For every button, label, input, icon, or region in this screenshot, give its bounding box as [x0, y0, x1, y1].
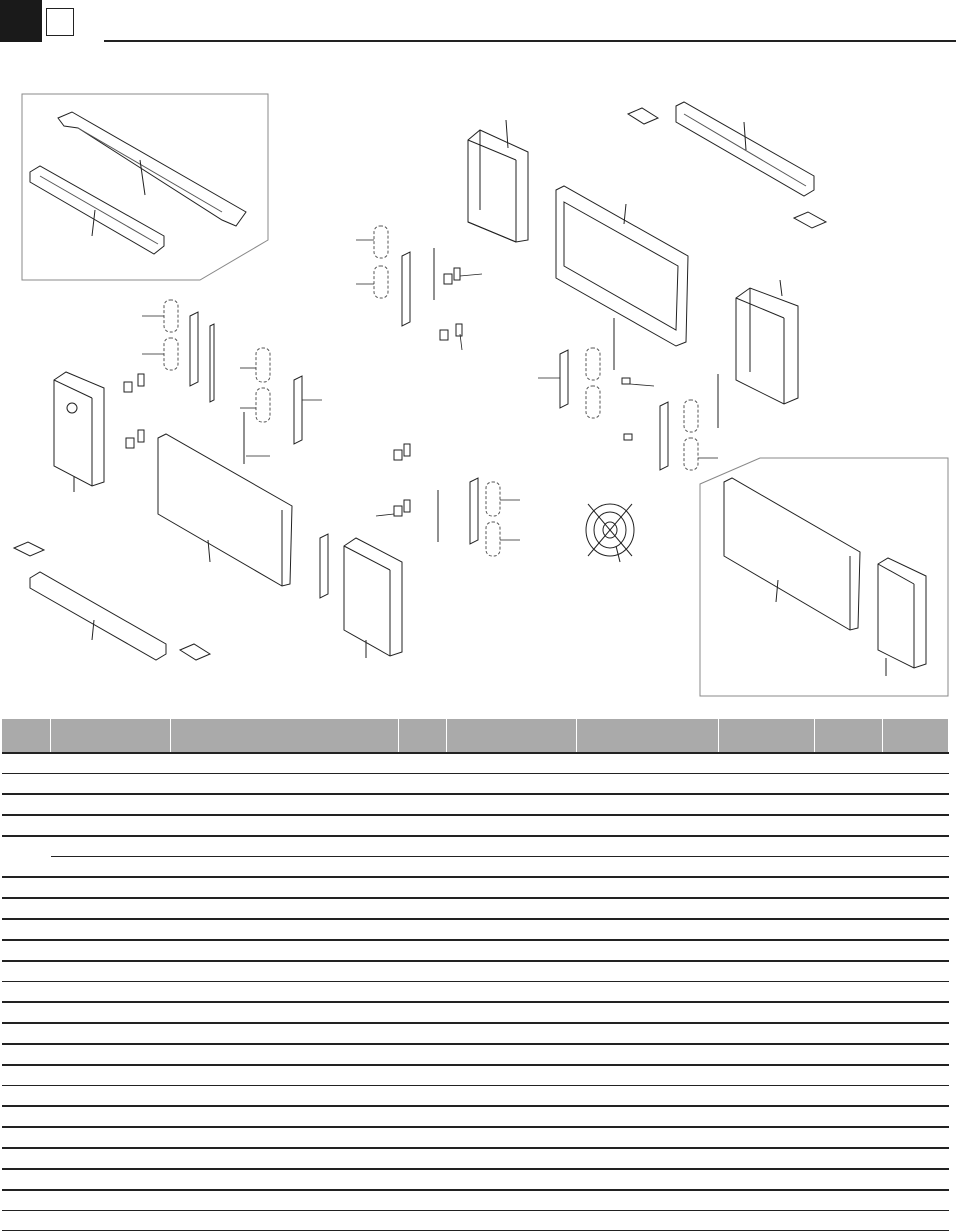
table-cell: [814, 753, 882, 774]
table-cell: [718, 898, 814, 919]
table-cell: [814, 836, 882, 857]
table-cell: [398, 794, 446, 815]
table-cell: [2, 1127, 50, 1148]
table-cell: [882, 1211, 948, 1231]
table-row: [2, 1106, 948, 1127]
table-row: [2, 940, 948, 961]
table-row: [2, 961, 948, 982]
table-cell: [814, 1211, 882, 1231]
table-cell: [170, 815, 398, 836]
table-cell: [718, 774, 814, 795]
table-cell: [814, 1086, 882, 1107]
table-cell: [814, 1127, 882, 1148]
table-cell: [576, 1211, 718, 1231]
table-cell: [446, 753, 576, 774]
table-cell: [576, 898, 718, 919]
table-cell: [2, 877, 50, 898]
table-cell: [718, 1211, 814, 1231]
table-cell: [50, 1023, 170, 1044]
table-cell: [576, 1023, 718, 1044]
table-cell: [718, 815, 814, 836]
column-header: [170, 719, 398, 753]
table-cell: [2, 794, 50, 815]
table-cell: [576, 753, 718, 774]
table-cell: [576, 794, 718, 815]
table-cell: [50, 940, 170, 961]
table-cell: [718, 1044, 814, 1065]
side-box-part: [736, 280, 798, 404]
table-cell: [2, 1044, 50, 1065]
table-cell: [170, 961, 398, 982]
table-cell: [2, 815, 50, 836]
table-cell: [2, 1211, 50, 1231]
table-cell: [814, 1065, 882, 1086]
panel-part: [158, 434, 292, 586]
table-cell: [718, 1065, 814, 1086]
table-cell: [576, 1065, 718, 1086]
table-cell: [576, 961, 718, 982]
table-cell: [718, 940, 814, 961]
table-cell: [170, 898, 398, 919]
fan-guard-part: [586, 504, 634, 562]
table-cell: [446, 898, 576, 919]
table-cell: [718, 877, 814, 898]
table-cell: [882, 836, 948, 857]
table-row: [2, 753, 948, 774]
table-row: [2, 898, 948, 919]
table-cell: [814, 774, 882, 795]
table-cell: [50, 1002, 170, 1023]
table-cell: [718, 1169, 814, 1190]
table-cell: [2, 1148, 50, 1169]
column-header: [398, 719, 446, 753]
table-row: [2, 919, 948, 940]
table-cell: [576, 774, 718, 795]
table-cell: [446, 1127, 576, 1148]
table-cell: [50, 1169, 170, 1190]
table-cell: [50, 1148, 170, 1169]
table-cell: [718, 1148, 814, 1169]
table-cell: [446, 877, 576, 898]
table-row: [2, 1044, 948, 1065]
table-cell: [882, 919, 948, 940]
column-header: [882, 719, 948, 753]
table-cell: [398, 940, 446, 961]
table-cell: [2, 1023, 50, 1044]
table-cell: [814, 1169, 882, 1190]
table-cell: [576, 1002, 718, 1023]
table-cell: [170, 1023, 398, 1044]
table-cell: [398, 774, 446, 795]
plate-part: [628, 108, 658, 124]
table-cell: [2, 836, 50, 857]
table-cell: [882, 1044, 948, 1065]
table-cell: [2, 940, 50, 961]
table-cell: [170, 774, 398, 795]
section-marker-block: [0, 0, 42, 42]
table-cell: [882, 774, 948, 795]
table-cell: [398, 1106, 446, 1127]
section-number-box: [46, 8, 74, 36]
table-cell: [446, 857, 576, 878]
table-cell: [398, 898, 446, 919]
table-cell: [446, 774, 576, 795]
table-cell: [882, 898, 948, 919]
table-cell: [814, 1023, 882, 1044]
table-cell: [398, 1148, 446, 1169]
table-row: [2, 1065, 948, 1086]
table-cell: [814, 815, 882, 836]
table-cell: [398, 836, 446, 857]
table-cell: [398, 1086, 446, 1107]
table-cell: [576, 1148, 718, 1169]
table-cell: [398, 1169, 446, 1190]
table-cell: [398, 753, 446, 774]
table-cell: [170, 1169, 398, 1190]
table-cell: [576, 940, 718, 961]
table-row: [2, 1190, 948, 1211]
table-cell: [2, 898, 50, 919]
table-cell: [50, 836, 170, 857]
table-cell: [814, 961, 882, 982]
table-cell: [398, 982, 446, 1003]
table-cell: [398, 857, 446, 878]
table-row: [2, 815, 948, 836]
column-header: [50, 719, 170, 753]
table-row: [2, 857, 948, 878]
table-cell: [446, 940, 576, 961]
table-cell: [446, 1086, 576, 1107]
table-cell: [814, 857, 882, 878]
table-cell: [576, 815, 718, 836]
table-cell: [446, 1065, 576, 1086]
table-cell: [50, 982, 170, 1003]
channel-rail-part: [30, 166, 164, 254]
table-cell: [882, 1169, 948, 1190]
table-cell: [446, 982, 576, 1003]
table-cell: [398, 1127, 446, 1148]
table-cell: [50, 1211, 170, 1231]
table-cell: [170, 836, 398, 857]
table-row: [2, 877, 948, 898]
table-cell: [718, 919, 814, 940]
column-header: [576, 719, 718, 753]
table-cell: [398, 961, 446, 982]
panel-part: [724, 478, 860, 630]
table-cell: [170, 753, 398, 774]
table-cell: [814, 877, 882, 898]
plate-part: [14, 542, 44, 556]
table-cell: [50, 815, 170, 836]
table-cell: [446, 794, 576, 815]
table-cell: [718, 857, 814, 878]
table-cell: [170, 1190, 398, 1211]
table-body: [2, 753, 948, 1231]
table-cell: [2, 1106, 50, 1127]
column-header: [814, 719, 882, 753]
table-cell: [882, 1023, 948, 1044]
table-cell: [576, 982, 718, 1003]
table-cell: [50, 877, 170, 898]
side-box-part: [468, 120, 528, 242]
table-cell: [170, 1065, 398, 1086]
table-cell: [398, 1190, 446, 1211]
table-cell: [718, 753, 814, 774]
table-cell: [576, 1169, 718, 1190]
table-cell: [50, 857, 170, 878]
table-cell: [718, 1190, 814, 1211]
table-cell: [2, 1065, 50, 1086]
table-cell: [718, 1086, 814, 1107]
table-cell: [2, 961, 50, 982]
table-cell: [718, 1002, 814, 1023]
table-cell: [2, 919, 50, 940]
table-cell: [814, 1106, 882, 1127]
table-cell: [2, 753, 50, 774]
table-cell: [446, 1044, 576, 1065]
frame-panel-part: [556, 186, 688, 346]
table-cell: [718, 961, 814, 982]
table-cell: [170, 940, 398, 961]
table-cell: [882, 753, 948, 774]
table-cell: [50, 898, 170, 919]
table-cell: [882, 1148, 948, 1169]
table-cell: [398, 1065, 446, 1086]
table-cell: [50, 794, 170, 815]
table-cell: [446, 836, 576, 857]
parts-list-table: [2, 719, 949, 1231]
table-cell: [576, 1044, 718, 1065]
table-cell: [814, 919, 882, 940]
table-cell: [398, 815, 446, 836]
table-row: [2, 794, 948, 815]
table-cell: [398, 1023, 446, 1044]
table-cell: [170, 1044, 398, 1065]
table-cell: [2, 982, 50, 1003]
table-cell: [170, 877, 398, 898]
table-cell: [2, 857, 50, 878]
table-cell: [446, 961, 576, 982]
table-cell: [814, 1002, 882, 1023]
table-cell: [814, 982, 882, 1003]
table-cell: [882, 815, 948, 836]
table-cell: [50, 753, 170, 774]
table-row: [2, 1148, 948, 1169]
table-cell: [50, 1065, 170, 1086]
table-cell: [718, 1023, 814, 1044]
table-cell: [576, 877, 718, 898]
exploded-parts-diagram: [0, 60, 956, 710]
table-cell: [814, 1148, 882, 1169]
table-cell: [2, 1169, 50, 1190]
header-rule: [104, 40, 956, 42]
table-cell: [882, 940, 948, 961]
table-cell: [2, 1086, 50, 1107]
table-cell: [446, 1190, 576, 1211]
table-cell: [882, 877, 948, 898]
table-cell: [446, 1023, 576, 1044]
table-cell: [576, 1190, 718, 1211]
table-cell: [170, 1127, 398, 1148]
side-cabinet-part: [54, 372, 104, 492]
table-cell: [170, 794, 398, 815]
table-cell: [882, 1086, 948, 1107]
table-cell: [2, 1002, 50, 1023]
table-cell: [398, 877, 446, 898]
table-cell: [50, 1127, 170, 1148]
table-cell: [576, 857, 718, 878]
table-row: [2, 982, 948, 1003]
table-cell: [446, 1169, 576, 1190]
table-cell: [398, 1211, 446, 1231]
table-cell: [882, 794, 948, 815]
side-cabinet-part: [878, 558, 926, 676]
table-cell: [170, 1002, 398, 1023]
table-row: [2, 774, 948, 795]
table-cell: [882, 982, 948, 1003]
table-cell: [170, 1086, 398, 1107]
table-cell: [398, 1044, 446, 1065]
table-cell: [398, 1002, 446, 1023]
column-header: [718, 719, 814, 753]
table-row: [2, 1002, 948, 1023]
table-cell: [446, 1002, 576, 1023]
table-header-row: [2, 719, 948, 753]
table-row: [2, 836, 948, 857]
table-cell: [718, 982, 814, 1003]
table-cell: [718, 1127, 814, 1148]
table-cell: [446, 919, 576, 940]
table-cell: [882, 1106, 948, 1127]
table-cell: [882, 857, 948, 878]
side-cabinet-part: [320, 534, 402, 658]
table-cell: [170, 857, 398, 878]
table-cell: [446, 1211, 576, 1231]
table-cell: [2, 1190, 50, 1211]
table-row: [2, 1127, 948, 1148]
table-cell: [882, 1002, 948, 1023]
table-cell: [446, 1106, 576, 1127]
table-cell: [50, 1106, 170, 1127]
column-header: [2, 719, 50, 753]
table-cell: [50, 1044, 170, 1065]
table-row: [2, 1169, 948, 1190]
table-cell: [50, 919, 170, 940]
table-cell: [882, 1065, 948, 1086]
table-cell: [814, 940, 882, 961]
bottom-rail-part: [30, 572, 166, 660]
table-cell: [814, 794, 882, 815]
table-cell: [170, 982, 398, 1003]
table-cell: [170, 919, 398, 940]
table-cell: [170, 1148, 398, 1169]
table-cell: [446, 1148, 576, 1169]
table-cell: [814, 1044, 882, 1065]
table-cell: [50, 1086, 170, 1107]
table-cell: [882, 1190, 948, 1211]
table-cell: [882, 1127, 948, 1148]
top-rail-part: [676, 102, 814, 196]
table-cell: [718, 836, 814, 857]
table-cell: [576, 836, 718, 857]
table-cell: [398, 919, 446, 940]
column-header: [446, 719, 576, 753]
table-cell: [50, 774, 170, 795]
table-cell: [576, 1106, 718, 1127]
table-cell: [718, 794, 814, 815]
table-cell: [718, 1106, 814, 1127]
table-cell: [576, 1127, 718, 1148]
table-cell: [50, 1190, 170, 1211]
table-cell: [446, 815, 576, 836]
table-cell: [814, 1190, 882, 1211]
table-cell: [576, 919, 718, 940]
table-cell: [882, 961, 948, 982]
table-row: [2, 1023, 948, 1044]
plate-part: [180, 644, 210, 660]
table-cell: [50, 961, 170, 982]
table-cell: [170, 1106, 398, 1127]
plate-part: [794, 212, 826, 228]
table-row: [2, 1211, 948, 1231]
table-cell: [2, 774, 50, 795]
table-cell: [814, 898, 882, 919]
table-cell: [576, 1086, 718, 1107]
table-row: [2, 1086, 948, 1107]
table-cell: [170, 1211, 398, 1231]
